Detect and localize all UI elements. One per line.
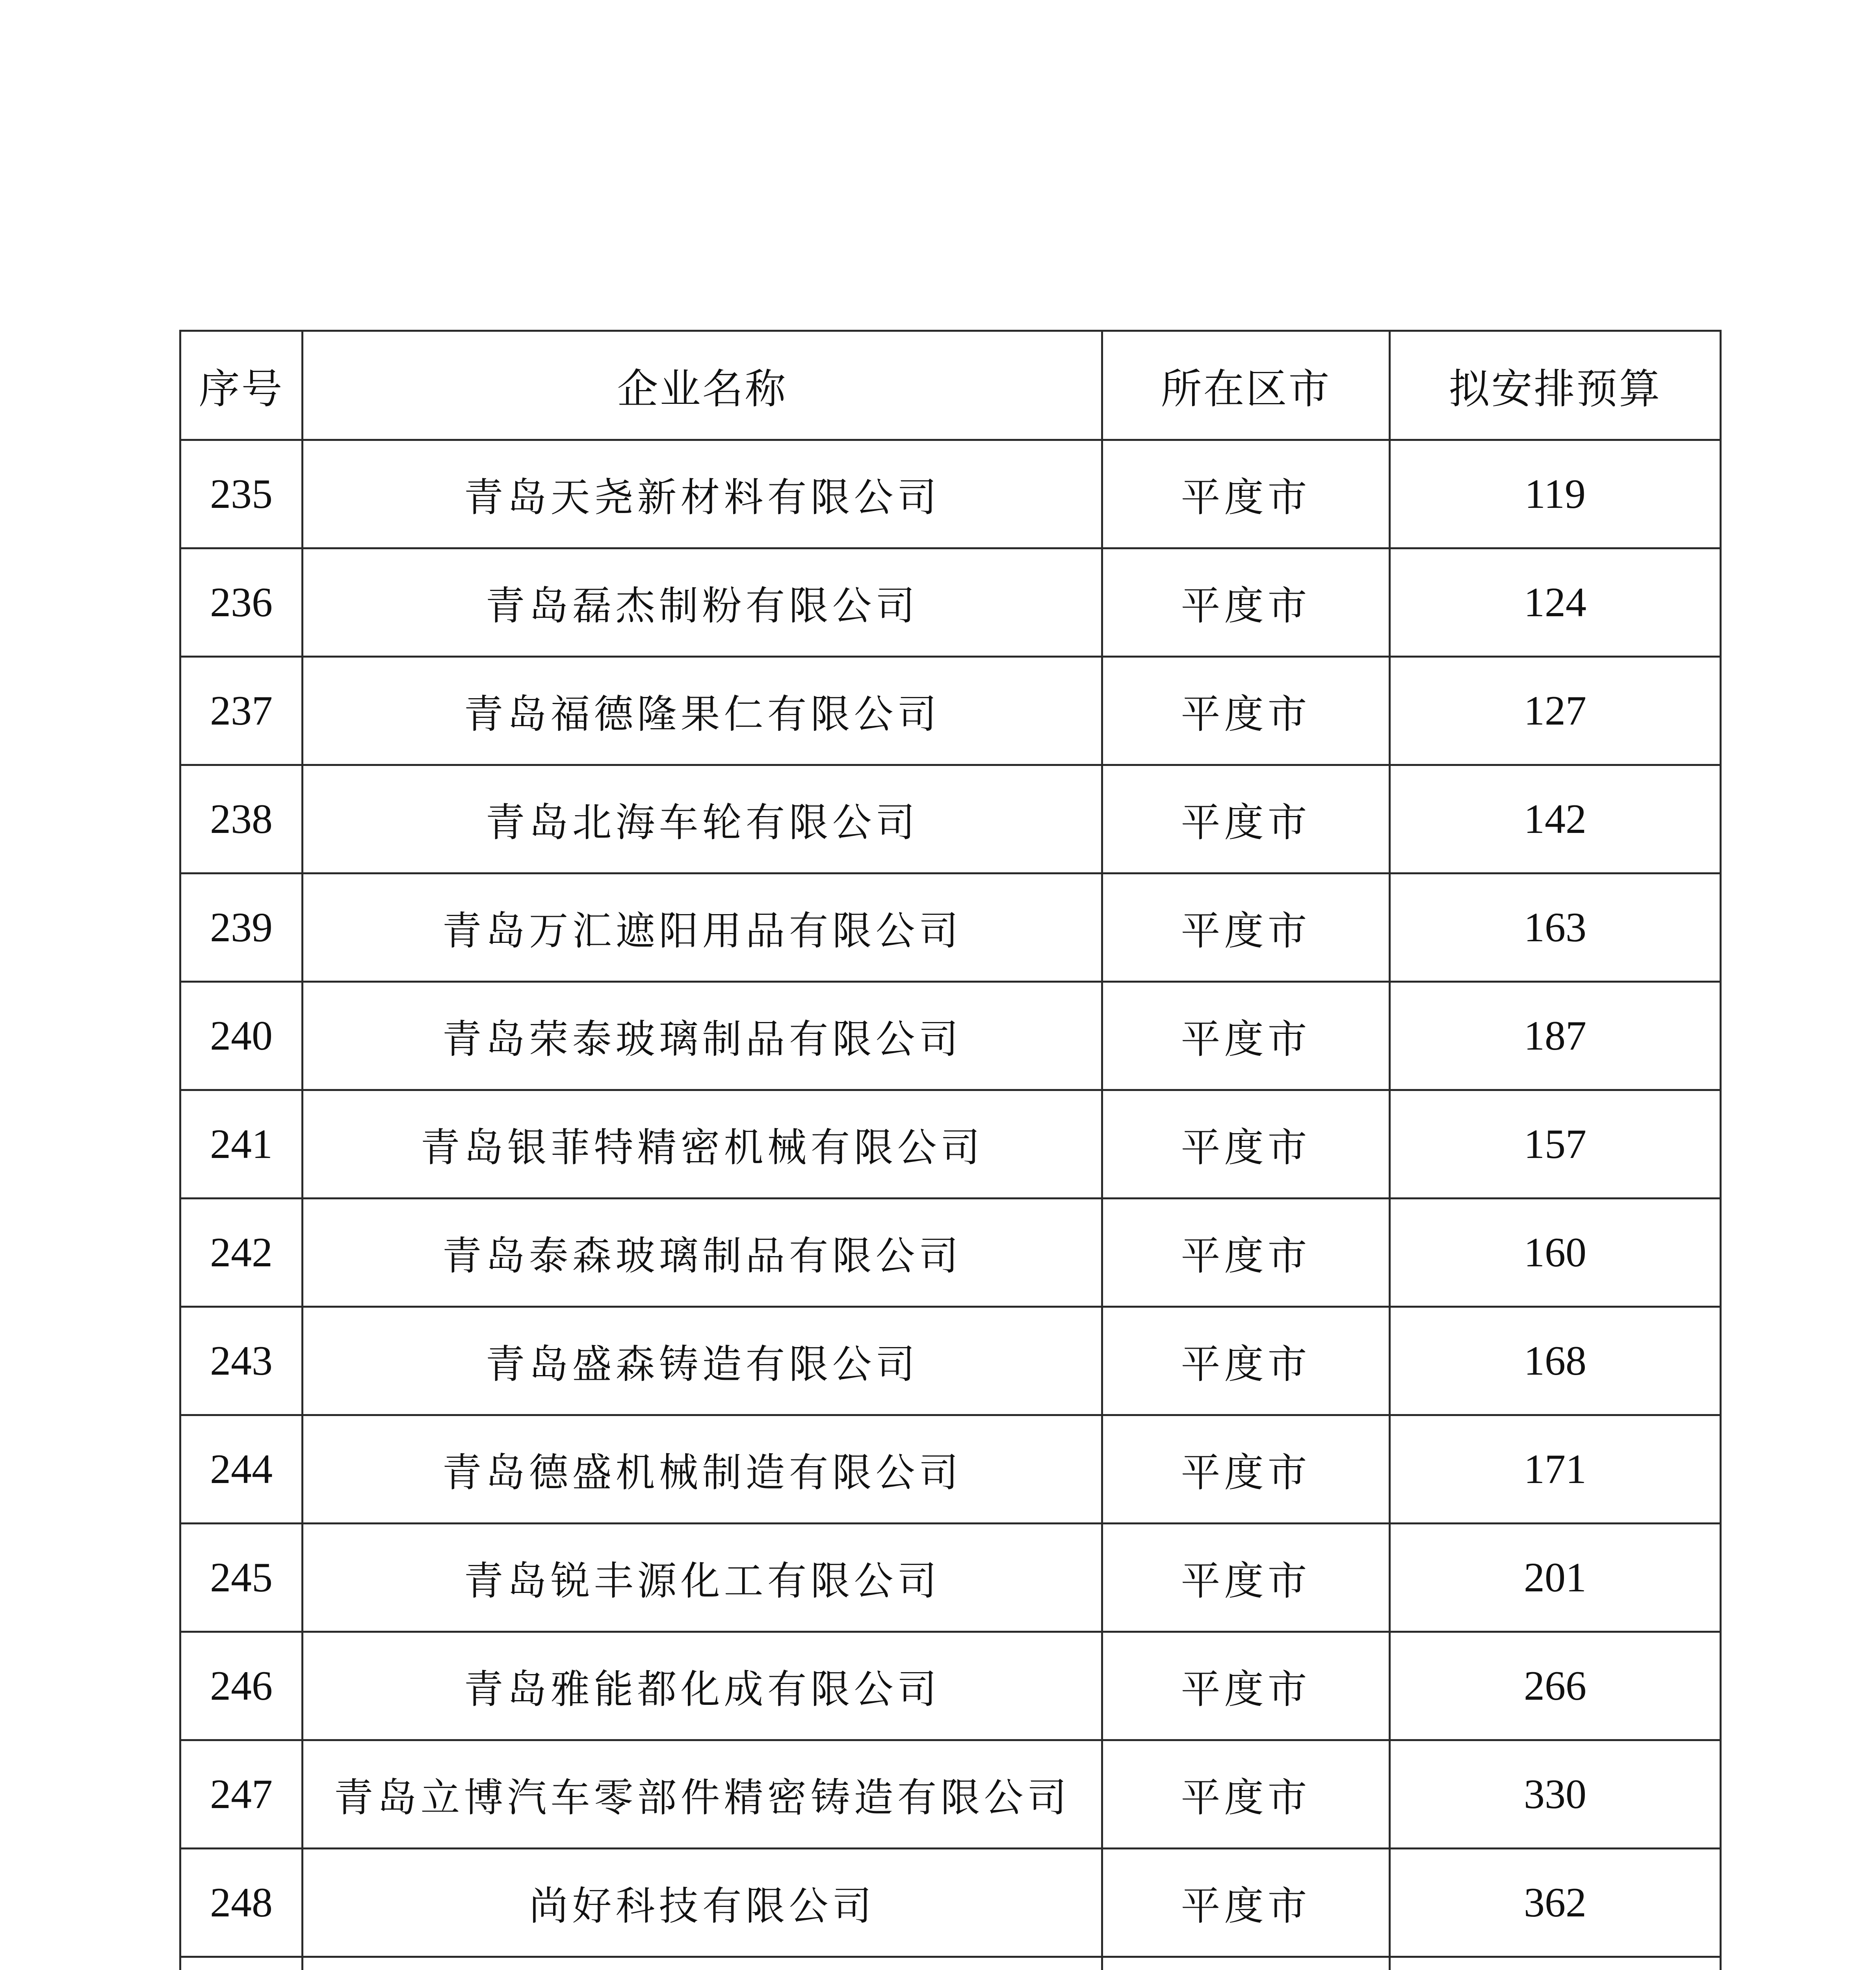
cell-budget: 330 [1390, 1740, 1721, 1849]
table-row [180, 657, 1721, 765]
cell-district: 平度市 [1102, 1415, 1390, 1524]
header-budget: 拟安排预算 [1390, 331, 1721, 440]
cell-seq: 246 [180, 1632, 303, 1740]
cell-district: 平度市 [1102, 873, 1390, 982]
header-district: 所在区市 [1102, 331, 1390, 440]
cell-seq: 243 [180, 1307, 303, 1415]
table-row [180, 1307, 1721, 1415]
cell-district: 平度市 [1102, 1307, 1390, 1415]
cell-district: 平度市 [1102, 1199, 1390, 1307]
cell-seq: 235 [180, 440, 303, 548]
cell-seq: 240 [180, 982, 303, 1090]
cell-company: 青岛泰森玻璃制品有限公司 [303, 1199, 1102, 1307]
cell-company: 青岛立博汽车零部件精密铸造有限公司 [303, 1740, 1102, 1849]
header-company: 企业名称 [303, 331, 1102, 440]
table-row [180, 873, 1721, 982]
cell-district: 平度市 [1102, 1632, 1390, 1740]
table-row [180, 1090, 1721, 1199]
table-header-row [180, 331, 1721, 440]
cell-company: 青岛荣泰玻璃制品有限公司 [303, 982, 1102, 1090]
cell-company: 青岛北海车轮有限公司 [303, 765, 1102, 873]
cell-seq [180, 1957, 303, 1970]
table-row [180, 1199, 1721, 1307]
cell-budget: 266 [1390, 1632, 1721, 1740]
cell-company: 青岛万汇遮阳用品有限公司 [303, 873, 1102, 982]
cell-company: 青岛雅能都化成有限公司 [303, 1632, 1102, 1740]
table-row [180, 1849, 1721, 1957]
table-row [180, 440, 1721, 548]
cell-district [1102, 1957, 1390, 1970]
cell-seq: 237 [180, 657, 303, 765]
cell-district: 平度市 [1102, 765, 1390, 873]
cell-budget: 362 [1390, 1849, 1721, 1957]
cell-budget: 124 [1390, 548, 1721, 657]
cell-seq: 239 [180, 873, 303, 982]
cell-district: 平度市 [1102, 548, 1390, 657]
cell-budget: 157 [1390, 1090, 1721, 1199]
header-seq: 序号 [180, 331, 303, 440]
cell-company: 尚好科技有限公司 [303, 1849, 1102, 1957]
cell-company: 青岛德盛机械制造有限公司 [303, 1415, 1102, 1524]
cell-company: 青岛天尧新材料有限公司 [303, 440, 1102, 548]
table-row [180, 548, 1721, 657]
table-row [180, 1957, 1721, 1970]
cell-company: 青岛盛森铸造有限公司 [303, 1307, 1102, 1415]
cell-seq: 244 [180, 1415, 303, 1524]
cell-budget: 168 [1390, 1307, 1721, 1415]
cell-company: 青岛磊杰制粉有限公司 [303, 548, 1102, 657]
table-row [180, 982, 1721, 1090]
cell-district: 平度市 [1102, 1849, 1390, 1957]
cell-seq: 236 [180, 548, 303, 657]
cell-budget: 201 [1390, 1524, 1721, 1632]
cell-budget: 127 [1390, 657, 1721, 765]
table-row [180, 1415, 1721, 1524]
cell-budget [1390, 1957, 1721, 1970]
cell-district: 平度市 [1102, 982, 1390, 1090]
cell-budget: 142 [1390, 765, 1721, 873]
cell-seq: 238 [180, 765, 303, 873]
cell-seq: 241 [180, 1090, 303, 1199]
cell-district: 平度市 [1102, 1524, 1390, 1632]
cell-budget: 171 [1390, 1415, 1721, 1524]
cell-company [303, 1957, 1102, 1970]
cell-district: 平度市 [1102, 657, 1390, 765]
budget-table [179, 330, 1722, 1970]
table-row [180, 1740, 1721, 1849]
cell-seq: 242 [180, 1199, 303, 1307]
cell-budget: 187 [1390, 982, 1721, 1090]
cell-company: 青岛福德隆果仁有限公司 [303, 657, 1102, 765]
cell-district: 平度市 [1102, 1090, 1390, 1199]
cell-seq: 245 [180, 1524, 303, 1632]
cell-budget: 119 [1390, 440, 1721, 548]
cell-seq: 248 [180, 1849, 303, 1957]
cell-company: 青岛银菲特精密机械有限公司 [303, 1090, 1102, 1199]
cell-district: 平度市 [1102, 1740, 1390, 1849]
cell-seq: 247 [180, 1740, 303, 1849]
cell-budget: 163 [1390, 873, 1721, 982]
table-row [180, 765, 1721, 873]
table-body [180, 440, 1721, 1970]
cell-company: 青岛锐丰源化工有限公司 [303, 1524, 1102, 1632]
table-row [180, 1632, 1721, 1740]
cell-budget: 160 [1390, 1199, 1721, 1307]
table-row [180, 1524, 1721, 1632]
cell-district: 平度市 [1102, 440, 1390, 548]
